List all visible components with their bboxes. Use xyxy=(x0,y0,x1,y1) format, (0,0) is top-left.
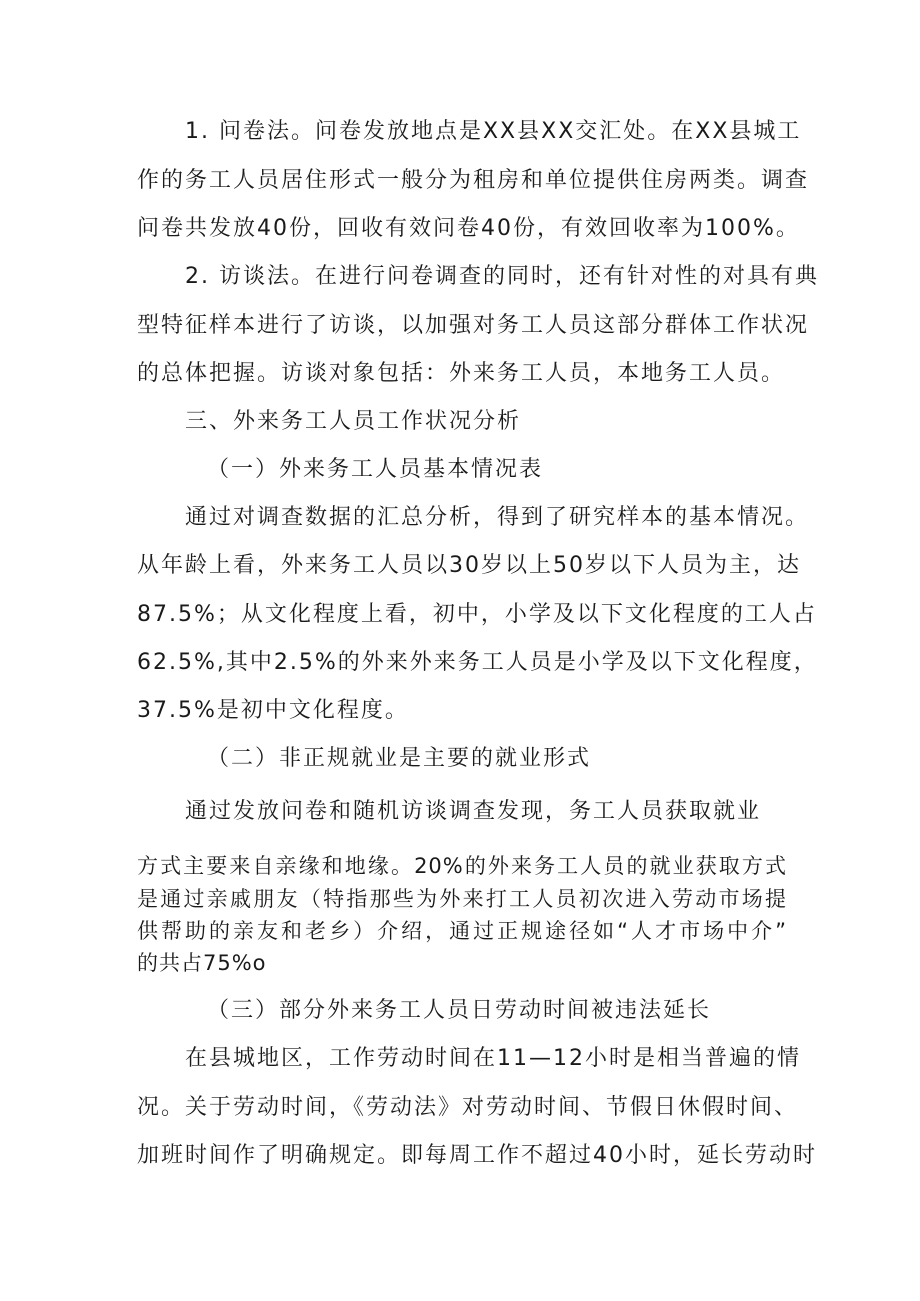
paragraph-line: 作的务工人员居住形式一般分为租房和单位提供住房两类。调查 xyxy=(137,168,810,193)
paragraph-line: 供帮助的亲友和老乡）介绍，通过正规途径如“人才市场中介” xyxy=(137,919,787,943)
paragraph-line: 在县城地区，工作劳动时间在11—12小时是相当普遍的情 xyxy=(185,1046,801,1071)
subsection-heading: （二）非正规就业是主要的就业形式 xyxy=(207,746,592,771)
paragraph-line: 型特征样本进行了访谈，以加强对务工人员这部分群体工作状况 xyxy=(137,313,810,338)
paragraph-line: 问卷共发放40份，回收有效问卷40份，有效回收率为100%。 xyxy=(137,216,800,241)
paragraph-line: 是通过亲戚朋友（特指那些为外来打工人员初次进入劳动市场提 xyxy=(137,887,787,911)
paragraph-line: 37.5%是初中文化程度。 xyxy=(137,698,409,723)
paragraph-line: 从年龄上看，外来务工人员以30岁以上50岁以下人员为主，达 xyxy=(137,553,801,578)
paragraph-line: 的总体把握。访谈对象包括：外来务工人员，本地务工人员。 xyxy=(137,361,786,386)
paragraph-line: 通过发放问卷和随机访谈调查发现，务工人员获取就业 xyxy=(185,799,762,824)
paragraph-line: 87.5%；从文化程度上看，初中，小学及以下文化程度的工人占 xyxy=(137,602,817,627)
subsection-heading: （一）外来务工人员基本情况表 xyxy=(207,457,544,482)
paragraph-line: 通过对调查数据的汇总分析，得到了研究样本的基本情况。 xyxy=(185,505,810,530)
paragraph-line: 方式主要来自亲缘和地缘。20%的外来务工人员的就业获取方式 xyxy=(137,854,787,878)
paragraph-line: 的共占75%o xyxy=(137,951,267,975)
paragraph-line: 62.5%,其中2.5%的外来外来务工人员是小学及以下文化程度， xyxy=(137,650,818,675)
paragraph-line: 2. 访谈法。在进行问卷调查的同时，还有针对性的对具有典 xyxy=(185,264,819,289)
paragraph-line: 况。关于劳动时间，《劳动法》对劳动时间、节假日休假时间、 xyxy=(137,1095,799,1120)
section-heading: 三、外来务工人员工作状况分析 xyxy=(185,409,522,434)
subsection-heading: （三）部分外来务工人员日劳动时间被违法延长 xyxy=(207,998,712,1023)
paragraph-line: 加班时间作了明确规定。即每周工作不超过40小时，延长劳动时 xyxy=(137,1143,817,1168)
paragraph-line: 1. 问卷法。问卷发放地点是XX县XX交汇处。在XX县城工 xyxy=(185,119,802,144)
